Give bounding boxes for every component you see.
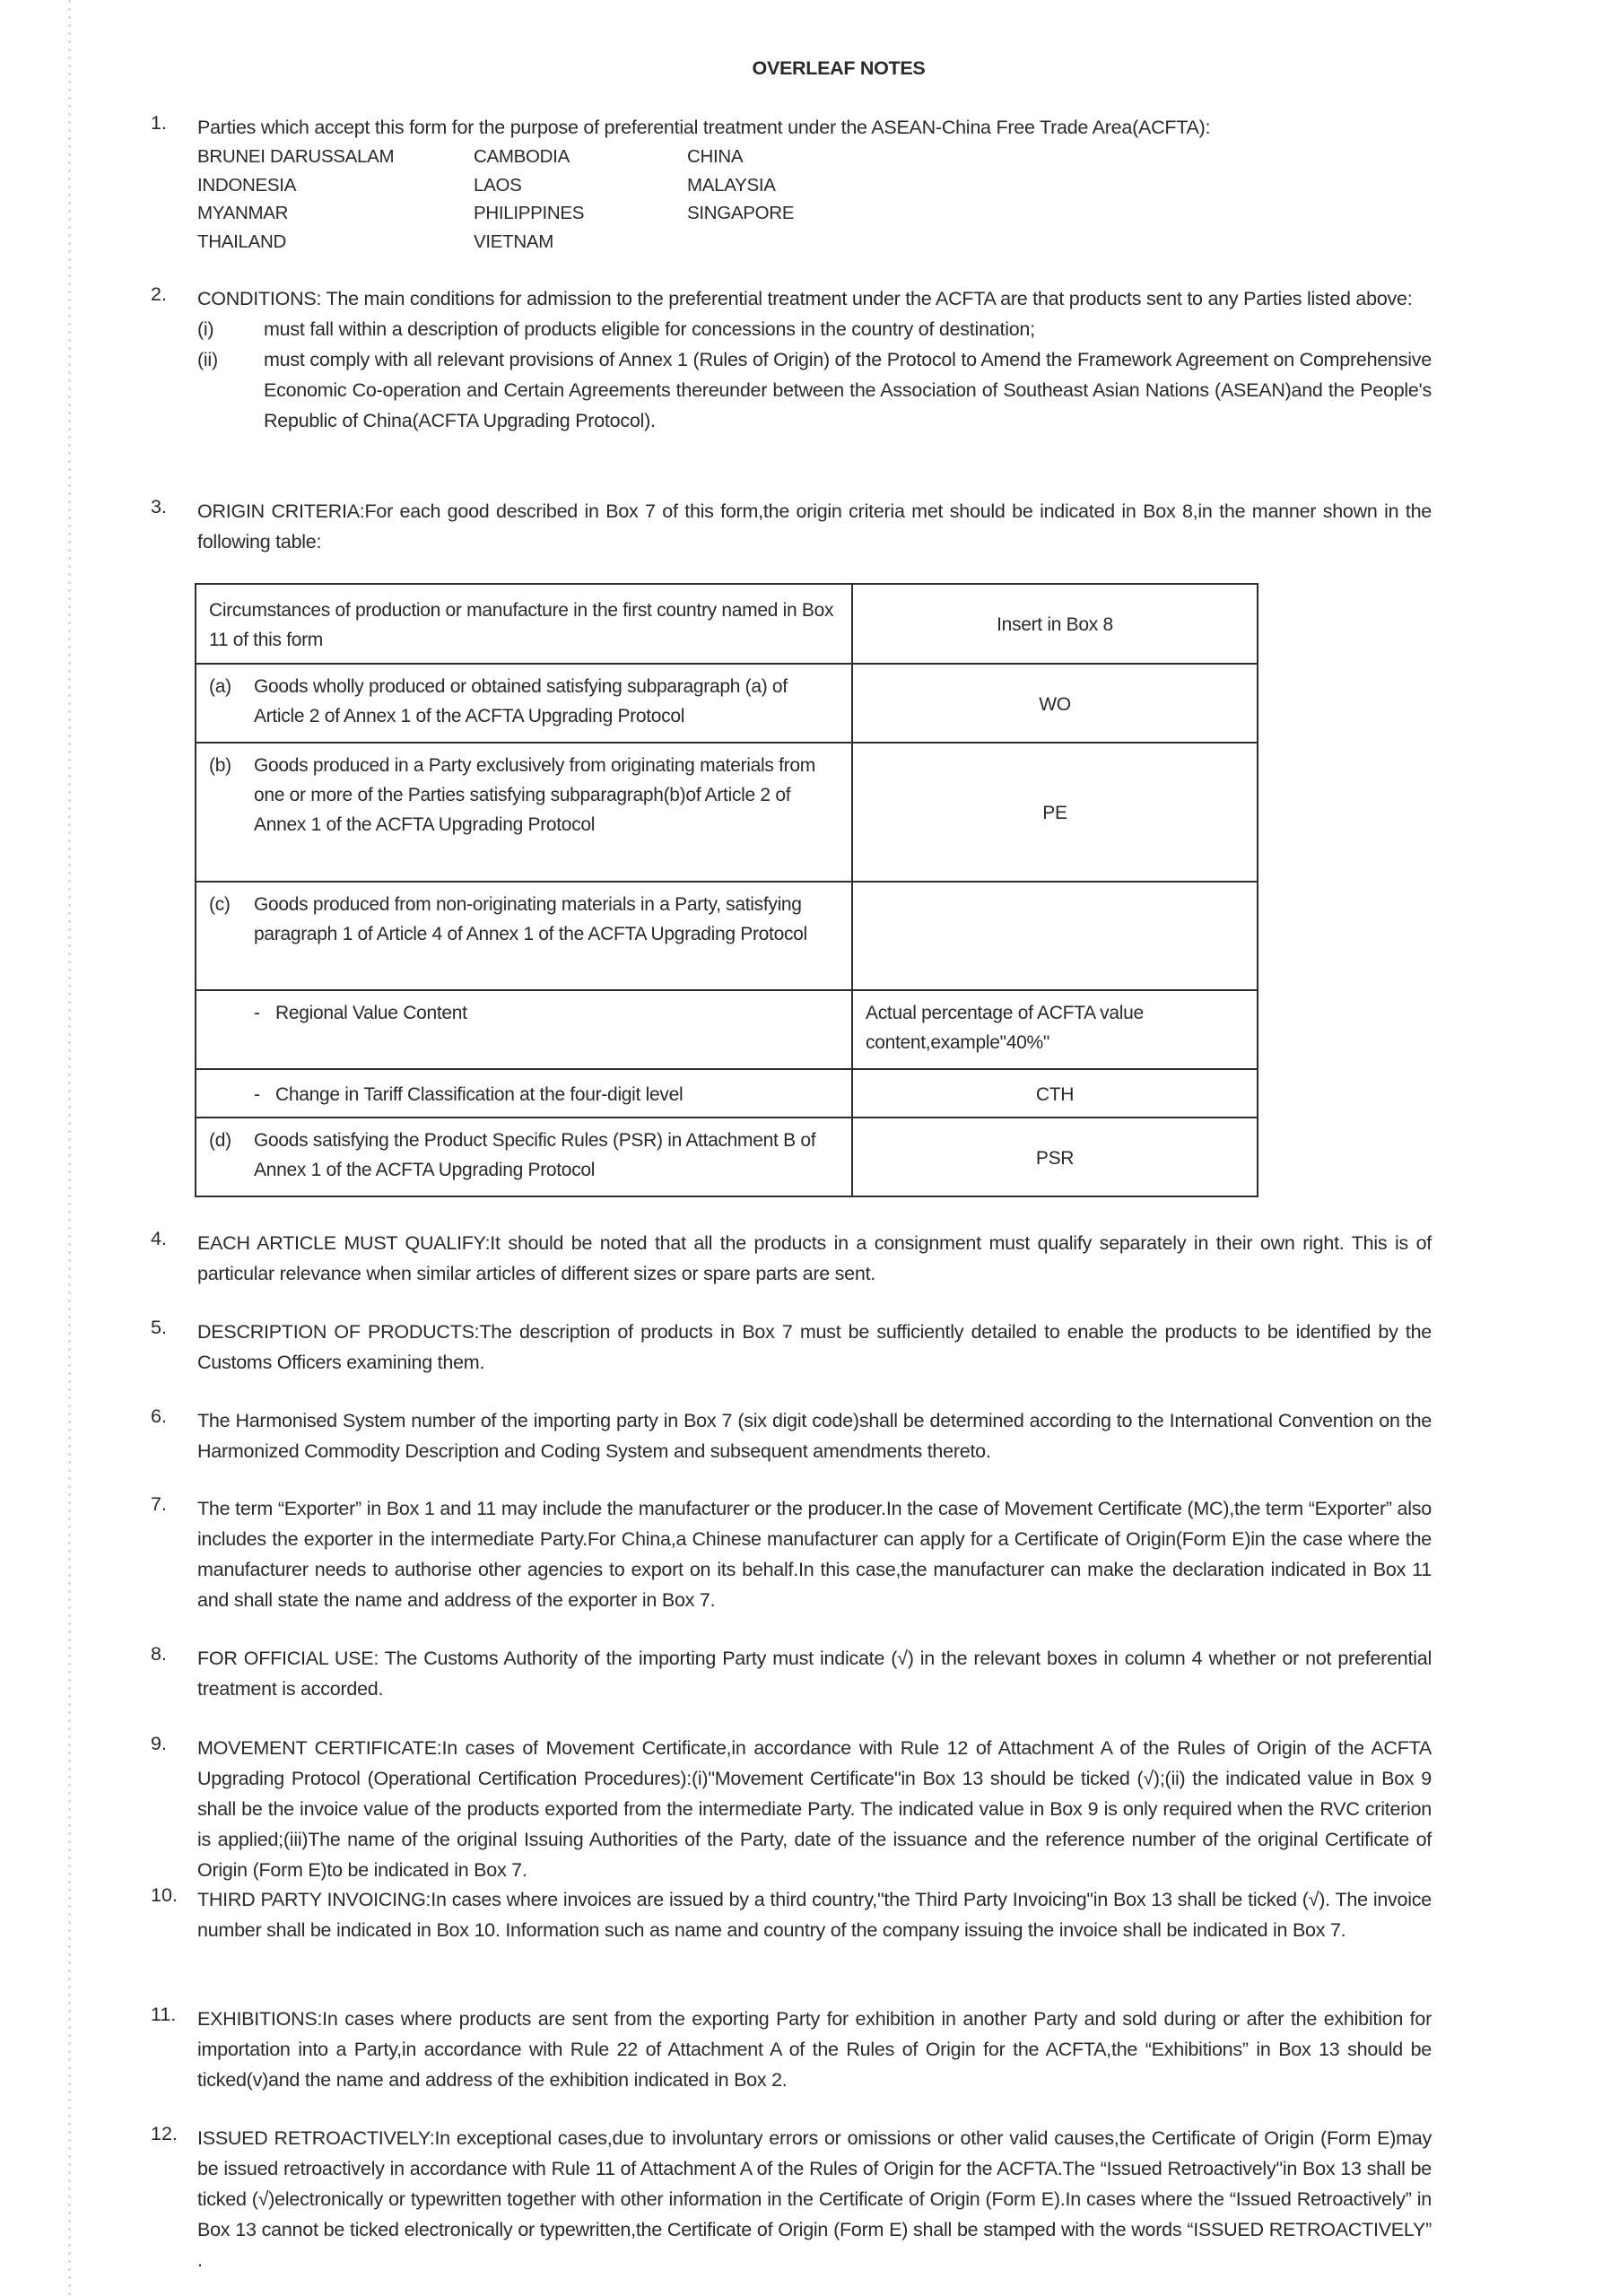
party: PHILIPPINES xyxy=(474,203,585,223)
note-number: 8. xyxy=(151,1643,167,1665)
criterion-label: (d) xyxy=(209,1130,231,1151)
party: SINGAPORE xyxy=(687,203,795,223)
page-title: OVERLEAF NOTES xyxy=(752,57,926,79)
subitem-text: must comply with all relevant provisions of Annex 1 (Rules of Origin) of the Protocol to Amend the Framework Agreement on Comprehensive Economic Co-operation and Certain Agreements thereunder between the Association of Southeast Asian Nations (ASEAN)and the People's Republic of China(ACFTA Upgrading Protocol). xyxy=(264,349,1432,431)
note-text: The term “Exporter” in Box 1 and 11 may include the manufacturer or the producer.In the case of Movement Certificate (MC),the term “Exporter” also includes the exporter in the intermediate Party.For China,a Chinese manufacturer can apply for a Certificate of Origin(Form E)in the case where the manufacturer needs to authorise other agencies to export on its behalf.In this case,the manufacturer can make the declaration indicated in Box 11 and shall state the name and address of the exporter in Box 7. xyxy=(197,1498,1432,1611)
criterion-label: - xyxy=(254,1083,260,1105)
note-number: 7. xyxy=(151,1493,167,1515)
party: CAMBODIA xyxy=(474,146,570,167)
note-text: The Harmonised System number of the importing party in Box 7 (six digit code)shall be determined according to the International Convention on the Harmonized Commodity Description and Coding System and subsequent amendments thereto. xyxy=(197,1410,1432,1462)
note-3 xyxy=(151,496,1432,557)
criterion-text: Change in Tariff Classification at the four-digit level xyxy=(275,1083,684,1105)
note-text: Parties which accept this form for the purpose of preferential treatment under the ASEAN-China Free Trade Area(ACFTA): xyxy=(197,117,1211,138)
criterion-label: (b) xyxy=(209,755,231,776)
header-circumstances: Circumstances of production or manufacture in the first country named in Box 11 of this form xyxy=(196,584,852,664)
criterion-text: Regional Value Content xyxy=(275,1003,467,1023)
criterion-code: PE xyxy=(852,743,1258,882)
note-6 xyxy=(151,1405,1432,1466)
note-1 xyxy=(151,112,1432,256)
note-subitem xyxy=(197,314,1432,344)
criterion-code: WO xyxy=(852,664,1258,743)
note-number: 2. xyxy=(151,283,167,305)
note-text: FOR OFFICIAL USE: The Customs Authority of the importing Party must indicate (√) in the relevant boxes in column 4 whether or not preferential treatment is accorded. xyxy=(197,1648,1432,1700)
note-11 xyxy=(151,2004,1432,2095)
party: MYANMAR xyxy=(197,203,289,223)
subitem-text: must fall within a description of products eligible for concessions in the country of destination; xyxy=(264,318,1035,340)
note-8 xyxy=(151,1643,1432,1704)
note-number: 11. xyxy=(151,2004,177,2025)
party: CHINA xyxy=(687,146,744,167)
note-text: ORIGIN CRITERIA:For each good described in Box 7 of this form,the origin criteria met should be indicated in Box 8,in the manner shown in the following table: xyxy=(197,500,1432,552)
criterion-label: (c) xyxy=(209,894,231,915)
criterion-code xyxy=(852,882,1258,990)
scan-artifact-line xyxy=(68,0,71,2296)
party: THAILAND xyxy=(197,230,286,252)
note-number: 3. xyxy=(151,496,167,517)
note-9 xyxy=(151,1733,1432,1885)
party: LAOS xyxy=(474,174,522,196)
table-row xyxy=(196,664,1258,743)
criterion-code: CTH xyxy=(852,1069,1258,1118)
criterion-text: Goods wholly produced or obtained satisfying subparagraph (a) of Article 2 of Annex 1 of the ACFTA Upgrading Protocol xyxy=(254,676,788,726)
note-text: EXHIBITIONS:In cases where products are sent from the exporting Party for exhibition in another Party and sold during or after the exhibition for importation into a Party,in accordance with Rule 22 of Attachment A of the Rules of Origin for the ACFTA,the “Exhibitions” in Box 13 should be ticked(v)and the name and address of the exhibition indicated in Box 2. xyxy=(197,2008,1432,2091)
note-5 xyxy=(151,1317,1432,1378)
subitem-label: (ii) xyxy=(197,349,218,370)
note-12 xyxy=(151,2123,1432,2275)
table-row xyxy=(196,743,1258,882)
note-4 xyxy=(151,1228,1432,1289)
criterion-text: Goods produced in a Party exclusively from originating materials from one or more of the Parties satisfying subparagraph(b)of Article 2 of Annex 1 of the ACFTA Upgrading Protocol xyxy=(254,755,815,835)
table-row xyxy=(196,1069,1258,1118)
party: BRUNEI DARUSSALAM xyxy=(197,146,395,167)
note-text: MOVEMENT CERTIFICATE:In cases of Movement Certificate,in accordance with Rule 12 of Attachment A of the Rules of Origin of the ACFTA Upgrading Protocol (Operational Certification Procedures):(i)"Movement Certificate"in Box 13 should be ticked (√);(ii) the indicated value in Box 9 shall be the invoice value of the products exported from the intermediate Party. The indicated value in Box 9 is only required when the RVC criterion is applied;(iii)The name of the original Issuing Authorities of the Party, date of the issuance and the reference number of the original Certificate of Origin (Form E)to be indicated in Box 7. xyxy=(197,1737,1432,1881)
table-header-row xyxy=(196,584,1258,664)
note-text: DESCRIPTION OF PRODUCTS:The description of products in Box 7 must be sufficiently detailed to enable the products to be identified by the Customs Officers examining them. xyxy=(197,1321,1432,1373)
criterion-code: PSR xyxy=(852,1118,1258,1196)
table-row xyxy=(196,882,1258,990)
note-number: 5. xyxy=(151,1317,167,1338)
note-2 xyxy=(151,283,1432,436)
criterion-code: Actual percentage of ACFTA value content,example"40%" xyxy=(852,990,1258,1069)
origin-criteria-table xyxy=(195,583,1258,1197)
note-text: THIRD PARTY INVOICING:In cases where invoices are issued by a third country,"the Third Party Invoicing"in Box 13 shall be ticked (√). The invoice number shall be indicated in Box 10. Information such as name and country of the company issuing the invoice shall be indicated in Box 7. xyxy=(197,1889,1432,1941)
party: VIETNAM xyxy=(474,230,554,252)
note-7 xyxy=(151,1493,1432,1615)
note-text: EACH ARTICLE MUST QUALIFY:It should be noted that all the products in a consignment must qualify separately in their own right. This is of particular relevance when similar articles of different sizes or spare parts are sent. xyxy=(197,1232,1432,1284)
note-subitem xyxy=(197,344,1432,436)
note-text: ISSUED RETROACTIVELY:In exceptional cases,due to involuntary errors or omissions or other valid causes,the Certificate of Origin (Form E)may be issued retroactively in accordance with Rule 11 of Attachment A of the Rules of Origin for the ACFTA.The “Issued Retroactively"in Box 13 shall be ticked (√)electronically or typewritten together with other information in the Certificate of Origin (Form E).In cases where the “Issued Retroactively” in Box 13 cannot be ticked electronically or typewritten,the Certificate of Origin (Form E) shall be stamped with the words “ISSUED RETROACTIVELY” . xyxy=(197,2127,1432,2271)
subitem-label: (i) xyxy=(197,318,214,340)
party: INDONESIA xyxy=(197,174,297,196)
criterion-text: Goods satisfying the Product Specific Rules (PSR) in Attachment B of Annex 1 of the ACFTA Upgrading Protocol xyxy=(254,1130,816,1180)
note-number: 9. xyxy=(151,1733,167,1754)
header-insert-box-8: Insert in Box 8 xyxy=(852,584,1258,664)
criterion-label: - xyxy=(254,1003,260,1023)
note-number: 10. xyxy=(151,1884,178,1906)
parties-list xyxy=(197,143,1432,256)
criterion-text: Goods produced from non-originating materials in a Party, satisfying paragraph 1 of Article 4 of Annex 1 of the ACFTA Upgrading Protocol xyxy=(254,894,807,944)
note-10 xyxy=(151,1884,1432,1945)
note-text: CONDITIONS: The main conditions for admission to the preferential treatment under the ACFTA are that products sent to any Parties listed above: xyxy=(197,288,1413,309)
table-row xyxy=(196,990,1258,1069)
note-number: 6. xyxy=(151,1405,167,1427)
note-number: 1. xyxy=(151,112,167,134)
note-number: 12. xyxy=(151,2123,178,2144)
note-number: 4. xyxy=(151,1228,167,1249)
table-row xyxy=(196,1118,1258,1196)
party: MALAYSIA xyxy=(687,174,776,196)
criterion-label: (a) xyxy=(209,676,231,697)
